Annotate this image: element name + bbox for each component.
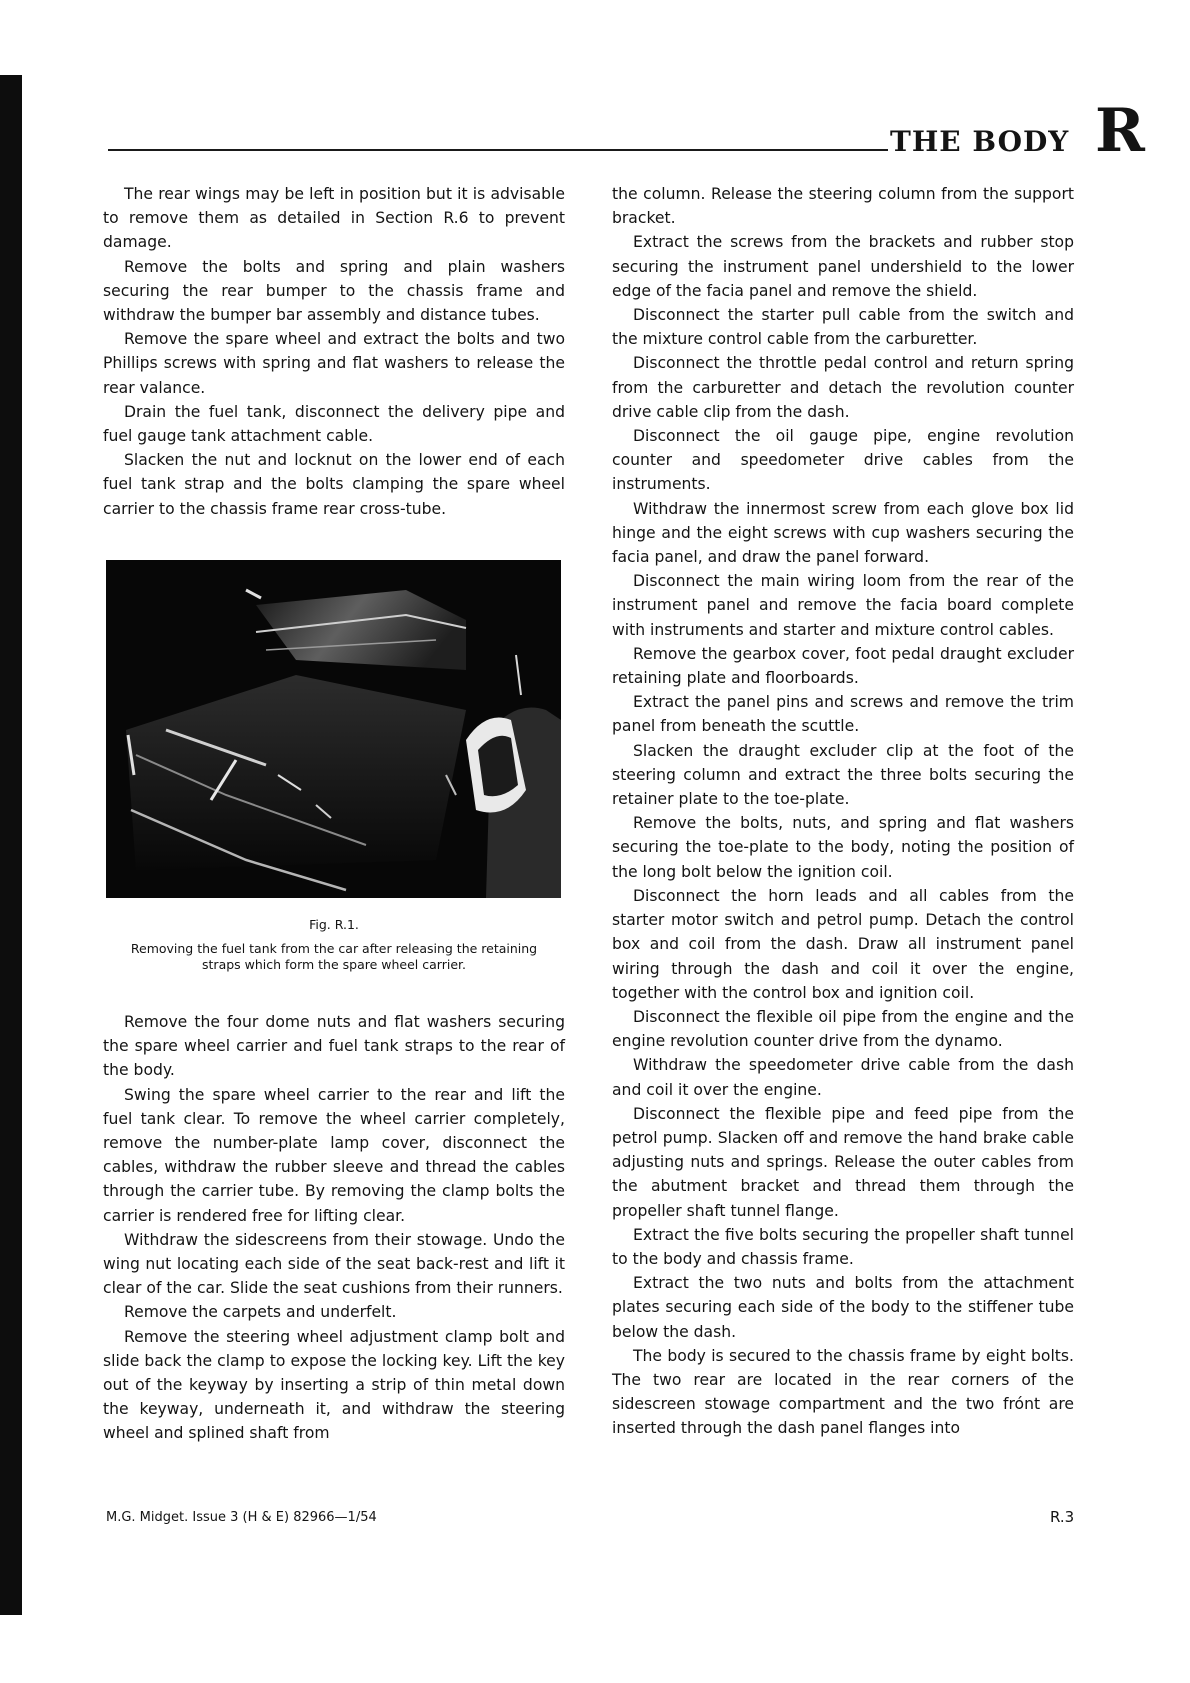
paragraph: Disconnect the oil gauge pipe, engine revolution counter and speedometer drive cables from the instruments. — [612, 427, 1074, 494]
left-column-top — [103, 182, 565, 521]
figure-caption-text: Removing the fuel tank from the car after releasing the retaining straps which form the spare wheel carrier. — [130, 941, 538, 972]
paragraph: Slacken the nut and locknut on the lower end of each fuel tank strap and the bolts clamping the spare wheel carrier to the chassis frame rear cross-tube. — [103, 451, 565, 518]
paragraph: Extract the screws from the brackets and rubber stop securing the instrument panel undershield to the lower edge of the facia panel and remove the shield. — [612, 233, 1074, 300]
page-number: R.3 — [1050, 1508, 1075, 1526]
paragraph: Extract the five bolts securing the propeller shaft tunnel to the body and chassis frame. — [612, 1225, 1074, 1268]
paragraph: Disconnect the starter pull cable from the switch and the mixture control cable from the carburetter. — [612, 306, 1074, 349]
left-column-bottom — [103, 1010, 565, 1446]
paragraph: Disconnect the horn leads and all cables from the starter motor switch and petrol pump. Detach the control box and coil from the dash. Draw all instrument panel wiring through the dash and coil it over the engine, together with the control box and ignition coil. — [612, 886, 1074, 1002]
paragraph: Disconnect the throttle pedal control and return spring from the carburetter and detach the revolution counter drive cable clip from the dash. — [612, 354, 1074, 421]
paragraph: Withdraw the sidescreens from their stowage. Undo the wing nut locating each side of the seat back-rest and lift it clear of the car. Slide the seat cushions from their runners. — [103, 1230, 565, 1298]
figure-number: Fig. R.1. — [309, 917, 359, 932]
footer-publication-info: M.G. Midget. Issue 3 (H & E) 82966—1/54 — [106, 1510, 377, 1525]
paragraph: Remove the steering wheel adjustment clamp bolt and slide back the clamp to expose the locking key. Lift the key out of the keyway by inserting a strip of thin metal down the keyway, underneath it, and withdraw the steering wheel and splined shaft from — [103, 1327, 565, 1443]
paragraph: Withdraw the innermost screw from each glove box lid hinge and the eight screws with cup washers securing the facia panel, and draw the panel forward. — [612, 499, 1074, 567]
paragraph: The rear wings may be left in position but it is advisable to remove them as detailed in Section R.6 to prevent damage. — [103, 185, 565, 252]
paragraph: Remove the bolts and spring and plain washers securing the rear bumper to the chassis frame and withdraw the bumper bar assembly and distance tubes. — [103, 257, 565, 325]
binding-edge-bar — [0, 75, 22, 1615]
figure-caption — [110, 917, 558, 973]
header-rule — [108, 149, 888, 151]
paragraph: Remove the four dome nuts and flat washers securing the spare wheel carrier and fuel tank straps to the rear of the body. — [103, 1013, 565, 1080]
paragraph: Drain the fuel tank, disconnect the delivery pipe and fuel gauge tank attachment cable. — [103, 402, 565, 446]
paragraph: Disconnect the flexible oil pipe from the engine and the engine revolution counter drive from the dynamo. — [612, 1007, 1074, 1051]
paragraph: the column. Release the steering column from the support bracket. — [612, 185, 1074, 228]
paragraph: Extract the panel pins and screws and remove the trim panel from beneath the scuttle. — [612, 693, 1074, 736]
paragraph: Disconnect the flexible pipe and feed pipe from the petrol pump. Slacken off and remove the hand brake cable adjusting nuts and springs. Release the outer cables from the abutment bracket and thread them through the propeller shaft tunnel flange. — [612, 1104, 1074, 1220]
paragraph: Disconnect the main wiring loom from the rear of the instrument panel and remove the facia board complete with instruments and starter and mixture control cables. — [612, 572, 1074, 639]
right-column — [612, 182, 1074, 1441]
paragraph: Withdraw the speedometer drive cable from the dash and coil it over the engine. — [612, 1056, 1074, 1099]
paragraph: Swing the spare wheel carrier to the rear and lift the fuel tank clear. To remove the wheel carrier completely, remove the number-plate lamp cover, disconnect the cables, withdraw the rubber sleeve and thread the cables through the carrier tube. By removing the clamp bolts the carrier is rendered free for lifting clear. — [103, 1085, 565, 1225]
header-title: THE BODY — [890, 124, 1070, 158]
figure-photo — [106, 560, 561, 898]
photo-illustration — [106, 560, 561, 898]
paragraph: Remove the bolts, nuts, and spring and flat washers securing the toe-plate to the body, noting the position of the long bolt below the ignition coil. — [612, 814, 1074, 881]
paragraph: Slacken the draught excluder clip at the foot of the steering column and extract the three bolts securing the retainer plate to the toe-plate. — [612, 741, 1074, 809]
section-letter: R — [1095, 96, 1145, 166]
paragraph: The body is secured to the chassis frame by eight bolts. The two rear are located in the rear corners of the sidescreen stowage compartment and the two frónt are inserted through the dash panel flanges into — [612, 1346, 1074, 1438]
paragraph: Remove the spare wheel and extract the bolts and two Phillips screws with spring and flat washers to release the rear valance. — [103, 330, 565, 397]
paragraph: Remove the gearbox cover, foot pedal draught excluder retaining plate and floorboards. — [612, 644, 1074, 688]
paragraph: Remove the carpets and underfelt. — [124, 1303, 397, 1322]
paragraph: Extract the two nuts and bolts from the attachment plates securing each side of the body to the stiffener tube below the dash. — [612, 1274, 1074, 1341]
